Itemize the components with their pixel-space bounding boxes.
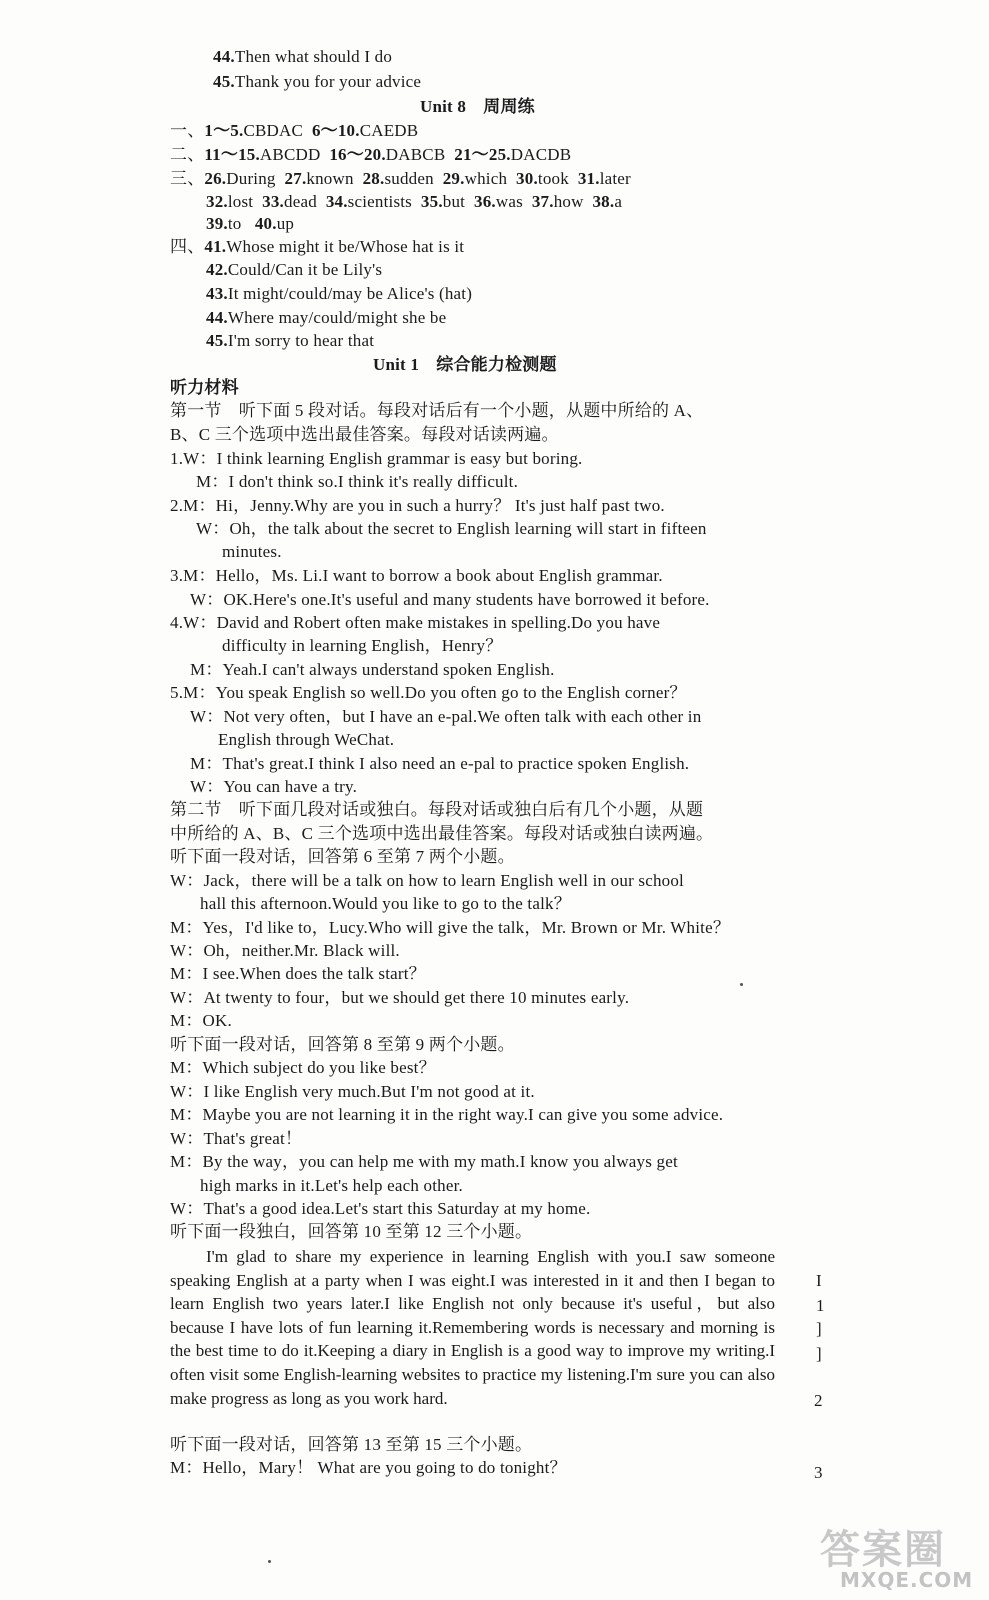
conversation-1-line-6: W：At twenty to four，but we should get there 10 minutes early.: [170, 988, 630, 1007]
dialogue-4-w-2: difficulty in learning English，Henry？: [222, 636, 503, 655]
margin-mark: I: [816, 1271, 822, 1290]
watermark-logo: [812, 1518, 982, 1596]
question-6-7-intro: 听下面一段对话，回答第 6 至第 7 两个小题。: [170, 847, 515, 866]
margin-mark: ]: [816, 1319, 822, 1338]
conversation-2-line-7: W：That's a good idea.Let's start this Saturday at my home.: [170, 1199, 591, 1218]
dialogue-2-w-1: W：Oh，the talk about the secret to English learning will start in fifteen: [196, 519, 707, 538]
unit8-section4-41: 四、41.Whose might it be/Whose hat is it: [170, 237, 465, 256]
dialogue-5-m-2: M：That's great.I think I also need an e-pal to practice spoken English.: [190, 754, 690, 773]
margin-mark: 1: [816, 1296, 825, 1315]
section1-instructions-1: 第一节 听下面 5 段对话。每段对话后有一个小题，从题中所给的 A、: [170, 401, 704, 420]
listening-material-title: 听力材料: [170, 378, 239, 397]
conversation-2-line-5: M：By the way，you can help me with my math.I know you always get: [170, 1152, 678, 1171]
conversation-1-line-7: M：OK.: [170, 1011, 232, 1030]
dialogue-5-w-3: W：You can have a try.: [190, 777, 358, 796]
dialogue-3-m: 3.M：Hello，Ms. Li.I want to borrow a book about English grammar.: [170, 566, 663, 585]
dialogue-5-w-2: English through WeChat.: [218, 730, 395, 749]
dialogue-2-m: 2.M：Hi，Jenny.Why are you in such a hurry？ It's just half past two.: [170, 496, 665, 515]
dialogue-4-w-1: 4.W：David and Robert often make mistakes in spelling.Do you have: [170, 613, 661, 632]
conversation-1-line-3: M：Yes，I'd like to，Lucy.Who will give the talk，Mr. Brown or Mr. White？: [170, 918, 731, 937]
watermark-url: MXQE.COM: [840, 1568, 974, 1592]
section2-instructions-1: 第二节 听下面几段对话或独白。每段对话或独白后有几个小题，从题: [170, 800, 704, 819]
unit8-section4-43: 43.It might/could/may be Alice's (hat): [206, 284, 473, 303]
dialogue-5-w-1: W：Not very often，but I have an e-pal.We often talk with each other in: [190, 707, 702, 726]
conversation-3-line-1: M：Hello，Mary！ What are you going to do tonight？: [170, 1458, 567, 1477]
conversation-2-line-1: M：Which subject do you like best？: [170, 1058, 436, 1077]
unit8-section1: 一、1～5.CBDAC 6～10.CAEDB: [170, 121, 419, 140]
print-speck: [268, 1560, 271, 1563]
unit1-heading: Unit 1 综合能力检测题: [373, 355, 557, 374]
unit8-section4-42: 42.Could/Can it be Lily's: [206, 260, 383, 279]
conversation-1-line-1: W：Jack，there will be a talk on how to learn English well in our school: [170, 871, 684, 890]
monologue-paragraph: [170, 1245, 775, 1410]
margin-mark: 2: [814, 1391, 823, 1410]
watermark-text: 答案圈: [820, 1527, 946, 1573]
conversation-1-line-4: W：Oh，neither.Mr. Black will.: [170, 941, 400, 960]
unit8-section4-44: 44.Where may/could/might she be: [206, 308, 447, 327]
monologue-text: I'm glad to share my experience in learning English with you.I saw someone speaking English at a party when I was eight.I was interested in it and then I began to learn English two years later.I like English not only because it's useful，but also because I have lots of fun learning it.Remembering words is necessary and morning is the best time to do it.Keeping a diary in English is a good way to improve my writing.I often visit some English-learning websites to practice my listening.I'm sure you can also make progress as long as you work hard.: [170, 1247, 775, 1408]
margin-mark: 3: [814, 1463, 823, 1482]
answer-line-44: 44.Then what should I do: [213, 47, 393, 66]
section2-instructions-2: 中所给的 A、B、C 三个选项中选出最佳答案。每段对话或独白读两遍。: [170, 824, 714, 843]
unit8-section3-line3: 39.to 40.up: [206, 214, 295, 233]
dialogue-4-m: M：Yeah.I can't always understand spoken English.: [190, 660, 555, 679]
print-speck: [740, 983, 743, 986]
dialogue-2-w-2: minutes.: [222, 542, 282, 561]
question-13-15-intro: 听下面一段对话，回答第 13 至第 15 三个小题。: [170, 1435, 533, 1454]
conversation-2-line-6: high marks in it.Let's help each other.: [200, 1176, 463, 1195]
conversation-2-line-2: W：I like English very much.But I'm not good at it.: [170, 1082, 535, 1101]
dialogue-3-w: W：OK.Here's one.It's useful and many students have borrowed it before.: [190, 590, 710, 609]
unit8-heading: Unit 8 周周练: [420, 97, 535, 116]
dialogue-1-w: 1.W：I think learning English grammar is easy but boring.: [170, 449, 583, 468]
unit8-section4-45: 45.I'm sorry to hear that: [206, 331, 375, 350]
conversation-2-line-3: M：Maybe you are not learning it in the right way.I can give you some advice.: [170, 1105, 724, 1124]
conversation-1-line-2: hall this afternoon.Would you like to go to the talk？: [200, 894, 571, 913]
question-10-12-intro: 听下面一段独白，回答第 10 至第 12 三个小题。: [170, 1222, 533, 1241]
margin-mark: ]: [816, 1344, 822, 1363]
conversation-2-line-4: W：That's great！: [170, 1129, 303, 1148]
unit8-section2: 二、11～15.ABCDD 16～20.DABCB 21～25.DACDB: [170, 145, 572, 164]
section1-instructions-2: B、C 三个选项中选出最佳答案。每段对话读两遍。: [170, 425, 559, 444]
answer-line-45: 45.Thank you for your advice: [213, 72, 422, 91]
conversation-1-line-5: M：I see.When does the talk start？: [170, 964, 426, 983]
unit8-section3-line2: 32.lost 33.dead 34.scientists 35.but 36.was 37.how 38.a: [206, 192, 623, 211]
unit8-section3-line1: 三、26.During 27.known 28.sudden 29.which 30.took 31.later: [170, 169, 631, 188]
dialogue-5-m: 5.M：You speak English so well.Do you often go to the English corner？: [170, 683, 687, 702]
dialogue-1-m: M：I don't think so.I think it's really difficult.: [196, 472, 519, 491]
question-8-9-intro: 听下面一段对话，回答第 8 至第 9 两个小题。: [170, 1035, 515, 1054]
